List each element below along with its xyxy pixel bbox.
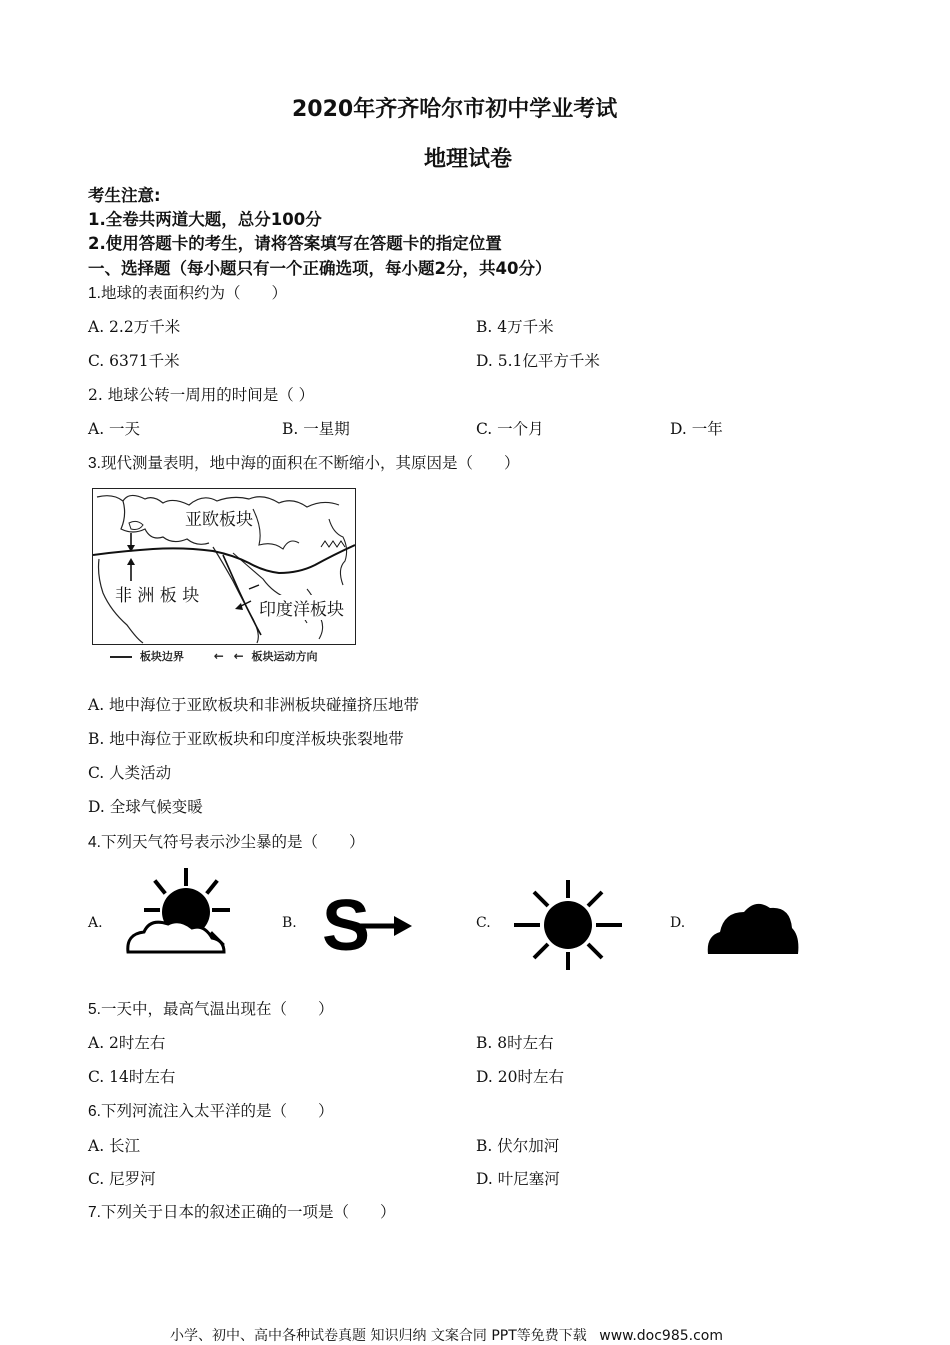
- exam-subtitle: 地理试卷: [424, 147, 513, 172]
- option-b: B.: [282, 915, 297, 931]
- option-d: D. 20时左右: [476, 1068, 564, 1086]
- boundary-line-icon: [110, 656, 132, 658]
- option-b: B. 伏尔加河: [476, 1137, 560, 1155]
- option-b: B. 地中海位于亚欧板块和印度洋板块张裂地带: [88, 730, 404, 748]
- option-b: B. 8时左右: [476, 1034, 554, 1052]
- footer-text: 小学、初中、高中各种试卷真题 知识归纳 文案合同 PPT等免费下载: [170, 1328, 587, 1344]
- question-6: [88, 1099, 333, 1121]
- label-indian-plate: 印度洋板块: [259, 595, 344, 620]
- option-a: A. 长江: [88, 1137, 141, 1155]
- question-number: 4.: [88, 834, 101, 851]
- option-c: C. 6371千米: [88, 352, 180, 370]
- question-7: [88, 1200, 395, 1222]
- option-a: A. 2.2万千米: [88, 318, 181, 336]
- question-5: [88, 997, 333, 1019]
- question-number: 6.: [88, 1103, 101, 1120]
- svg-text:S: S: [322, 890, 371, 960]
- sun-behind-cloud-icon: [120, 868, 232, 964]
- plate-map-figure: [92, 488, 356, 645]
- option-b: B. 4万千米: [476, 318, 554, 336]
- option-a: A.: [88, 915, 103, 931]
- option-d: D. 5.1亿平方千米: [476, 352, 600, 370]
- option-c: C. 14时左右: [88, 1068, 176, 1086]
- sandstorm-icon: [318, 890, 414, 960]
- option-d: D.: [670, 915, 686, 931]
- footer-site-link[interactable]: www.doc985.com: [599, 1328, 723, 1344]
- legend-direction: 板块运动方向: [251, 650, 318, 663]
- question-text: 下列河流注入太平洋的是（ ）: [100, 1102, 334, 1120]
- question-text: 下列关于日本的叙述正确的一项是（ ）: [100, 1203, 396, 1221]
- footer-promo: [170, 1325, 723, 1345]
- option-d: D. 全球气候变暖: [88, 798, 203, 816]
- section-heading: 一、选择题（每小题只有一个正确选项，每小题2分，共40分）: [88, 259, 552, 278]
- label-african-plate: 非 洲 板 块: [115, 586, 200, 606]
- notice-heading: 考生注意:: [88, 186, 161, 205]
- exam-title: 2020年齐齐哈尔市初中学业考试: [292, 97, 618, 122]
- option-b: B. 一星期: [282, 420, 350, 438]
- label-eurasian-plate: 亚欧板块: [185, 510, 253, 530]
- question-text: 一天中，最高气温出现在（ ）: [100, 1000, 334, 1018]
- notice-item: 1.全卷共两道大题，总分100分: [88, 210, 322, 229]
- option-c: C. 人类活动: [88, 764, 172, 782]
- question-number: 3.: [88, 455, 101, 472]
- arrow-left-icon: ←: [233, 649, 244, 663]
- question-2: [88, 383, 314, 405]
- option-c: C.: [476, 915, 491, 931]
- question-4: [88, 830, 364, 852]
- question-1: [88, 281, 287, 303]
- legend-boundary: 板块边界: [139, 650, 184, 663]
- question-text: 地球的表面积约为（ ）: [100, 284, 287, 302]
- question-number: 2.: [88, 386, 103, 404]
- option-c: C. 一个月: [476, 420, 544, 438]
- option-a: A. 一天: [88, 420, 141, 438]
- option-a: A. 2时左右: [88, 1034, 166, 1052]
- option-d: D. 一年: [670, 420, 723, 438]
- question-text: 地球公转一周用的时间是（ ）: [102, 386, 315, 404]
- option-d: D. 叶尼塞河: [476, 1170, 560, 1188]
- question-text: 现代测量表明，地中海的面积在不断缩小，其原因是（ ）: [100, 454, 520, 472]
- arrow-left-icon: ←: [213, 649, 224, 663]
- overcast-icon: [704, 898, 800, 956]
- question-number: 5.: [88, 1001, 101, 1018]
- option-a: A. 地中海位于亚欧板块和非洲板块碰撞挤压地带: [88, 696, 420, 714]
- question-3: [88, 451, 519, 473]
- question-number: 7.: [88, 1204, 101, 1221]
- question-text: 下列天气符号表示沙尘暴的是（ ）: [100, 833, 365, 851]
- option-c: C. 尼罗河: [88, 1170, 156, 1188]
- question-number: 1.: [88, 285, 101, 302]
- notice-item: 2.使用答题卡的考生，请将答案填写在答题卡的指定位置: [88, 234, 502, 253]
- map-legend: [90, 648, 318, 664]
- sunny-icon: [510, 878, 626, 972]
